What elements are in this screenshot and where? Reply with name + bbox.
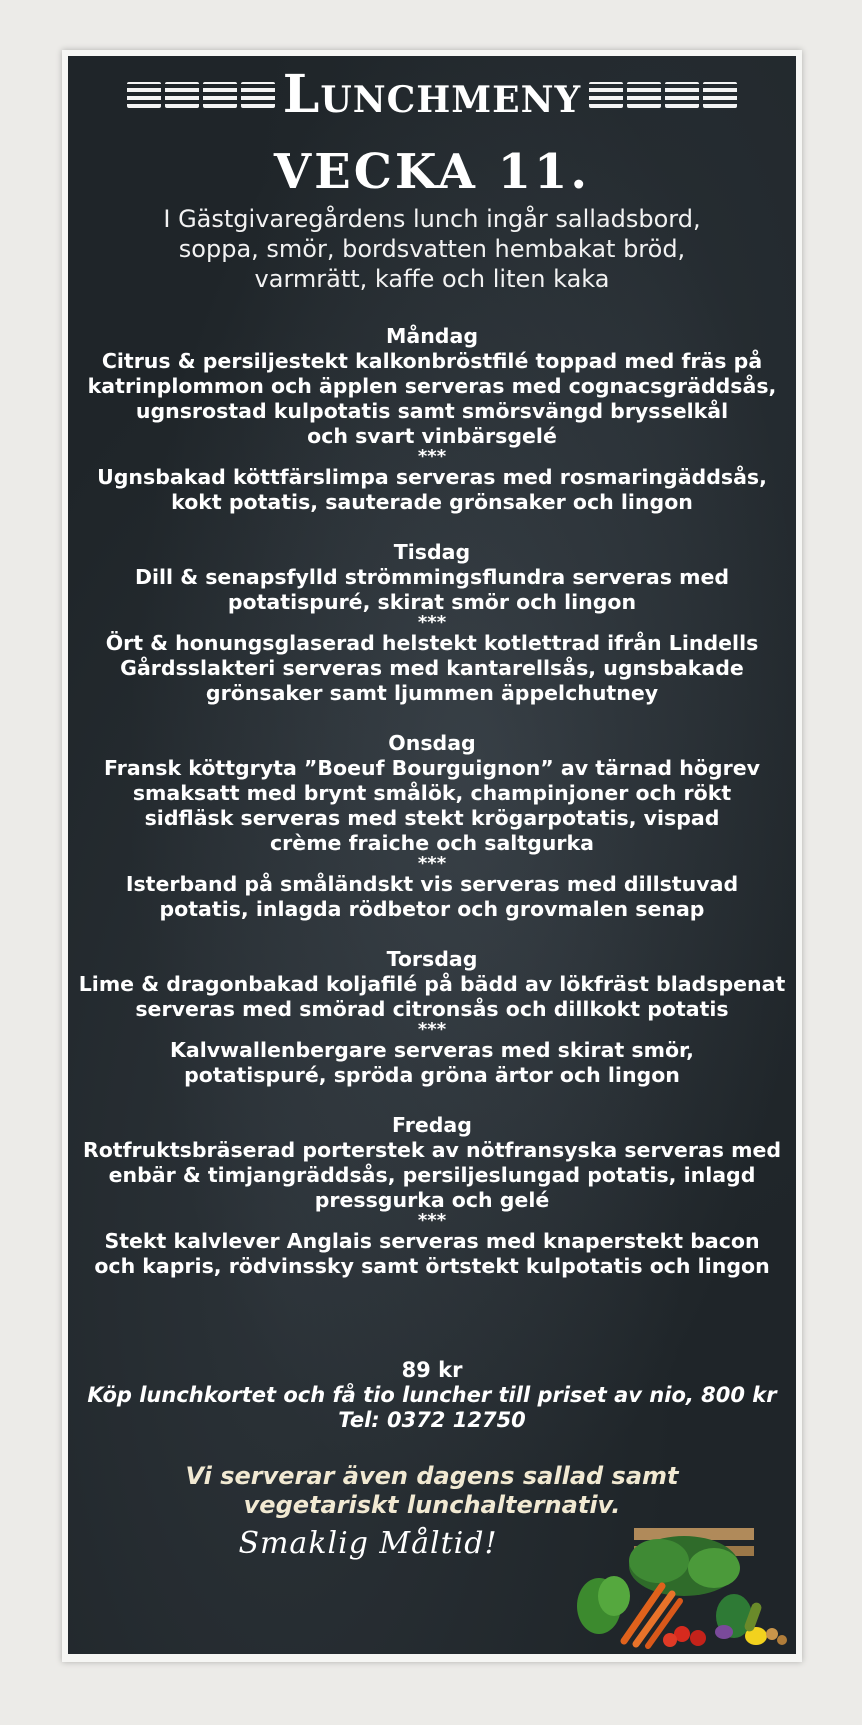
- dish-line: Ört & honungsglaserad helstekt kotlettrad ifrån Lindells: [105, 631, 759, 655]
- dish-line: Kalvwallenbergare serveras med skirat smör,: [170, 1038, 694, 1062]
- signoff-text: Smaklig Måltid!: [238, 1526, 498, 1561]
- dish-line: enbär & timjangräddsås, persiljeslungad potatis, inlagd: [108, 1163, 756, 1187]
- dish-line: serveras med smörad citronsås och dillkokt potatis: [135, 997, 729, 1021]
- separator: ***: [417, 1019, 447, 1040]
- day-name: Fredag: [392, 1113, 472, 1137]
- separator: ***: [417, 1210, 447, 1231]
- day-name: Torsdag: [386, 947, 478, 971]
- dish-line: crème fraiche och saltgurka: [270, 831, 594, 855]
- day-tuesday: [68, 540, 796, 706]
- extra-line: Vi serverar även dagens sallad samt: [185, 1462, 679, 1490]
- day-thursday: [68, 947, 796, 1088]
- dish-line: ugnsrostad kulpotatis samt smörsvängd brysselkål: [135, 399, 729, 423]
- vegetable-crate-illustration: [574, 1506, 796, 1654]
- dish-line: Gårdsslakteri serveras med kantarellsås, ugnsbakade: [120, 656, 744, 680]
- day-name: Onsdag: [388, 731, 476, 755]
- dish-line: potatis, inlagda rödbetor och grovmalen senap: [159, 897, 705, 921]
- separator: ***: [417, 446, 447, 467]
- lunch-card-offer: Köp lunchkortet och få tio luncher till priset av nio, 800 kr: [87, 1383, 777, 1407]
- dish-line: Stekt kalvlever Anglais serveras med knaperstekt bacon: [104, 1229, 760, 1253]
- day-friday: [68, 1113, 796, 1279]
- dish-line: Ugnsbakad köttfärslimpa serveras med rosmaringäddsås,: [97, 465, 767, 489]
- day-name: Måndag: [385, 324, 478, 348]
- extra-line: vegetariskt lunchalternativ.: [243, 1491, 621, 1519]
- day-name: Tisdag: [393, 540, 471, 564]
- intro-text: [128, 204, 736, 294]
- week-number: VECKA 11.: [273, 144, 591, 200]
- right-dash-decoration: [589, 82, 737, 108]
- dish-line: potatispuré, spröda gröna ärtor och lingon: [184, 1063, 680, 1087]
- intro-line: varmrätt, kaffe och liten kaka: [254, 265, 610, 293]
- intro-line: I Gästgivaregårdens lunch ingår salladsbord,: [163, 205, 701, 233]
- dish-line: Lime & dragonbakad koljafilé på bädd av lökfräst bladspenat: [78, 972, 786, 996]
- intro-line: soppa, smör, bordsvatten hembakat bröd,: [178, 235, 686, 263]
- dish-line: grönsaker samt ljummen äppelchutney: [205, 681, 659, 705]
- dish-line: pressgurka och gelé: [314, 1188, 550, 1212]
- dish-line: och svart vinbärsgelé: [307, 424, 557, 448]
- dish-line: Rotfruktsbräserad porterstek av nötfransyska serveras med: [82, 1138, 782, 1162]
- day-monday: [68, 324, 796, 515]
- day-wednesday: [68, 731, 796, 922]
- separator: ***: [417, 853, 447, 874]
- weekly-menu: [68, 324, 796, 1304]
- dish-line: Isterband på småländskt vis serveras med dillstuvad: [125, 872, 739, 896]
- dish-line: kokt potatis, sauterade grönsaker och lingon: [171, 490, 693, 514]
- dish-line: katrinplommon och äpplen serveras med cognacsgräddsås,: [87, 374, 777, 398]
- left-dash-decoration: [127, 82, 275, 108]
- dish-line: och kapris, rödvinssky samt örtstekt kulpotatis och lingon: [94, 1254, 770, 1278]
- dish-line: Citrus & persiljestekt kalkonbröstfilé toppad med fräs på: [101, 349, 763, 373]
- separator: ***: [417, 612, 447, 633]
- menu-title: Lunchmeny: [282, 64, 582, 125]
- lunch-price: 89 kr: [401, 1358, 463, 1382]
- chalkboard-menu: [68, 56, 796, 1654]
- dish-line: smaksatt med brynt smålök, champinjoner och rökt: [132, 781, 732, 805]
- price-block: [68, 1358, 796, 1433]
- dish-line: Dill & senapsfylld strömmingsflundra serveras med: [134, 565, 730, 589]
- dish-line: sidfläsk serveras med stekt krögarpotatis, vispad: [144, 806, 720, 830]
- phone-number: Tel: 0372 12750: [338, 1408, 526, 1432]
- title-row: [68, 64, 796, 125]
- dish-line: potatispuré, skirat smör och lingon: [227, 590, 637, 614]
- dish-line: Fransk köttgryta ”Boeuf Bourguignon” av tärnad högrev: [104, 756, 760, 780]
